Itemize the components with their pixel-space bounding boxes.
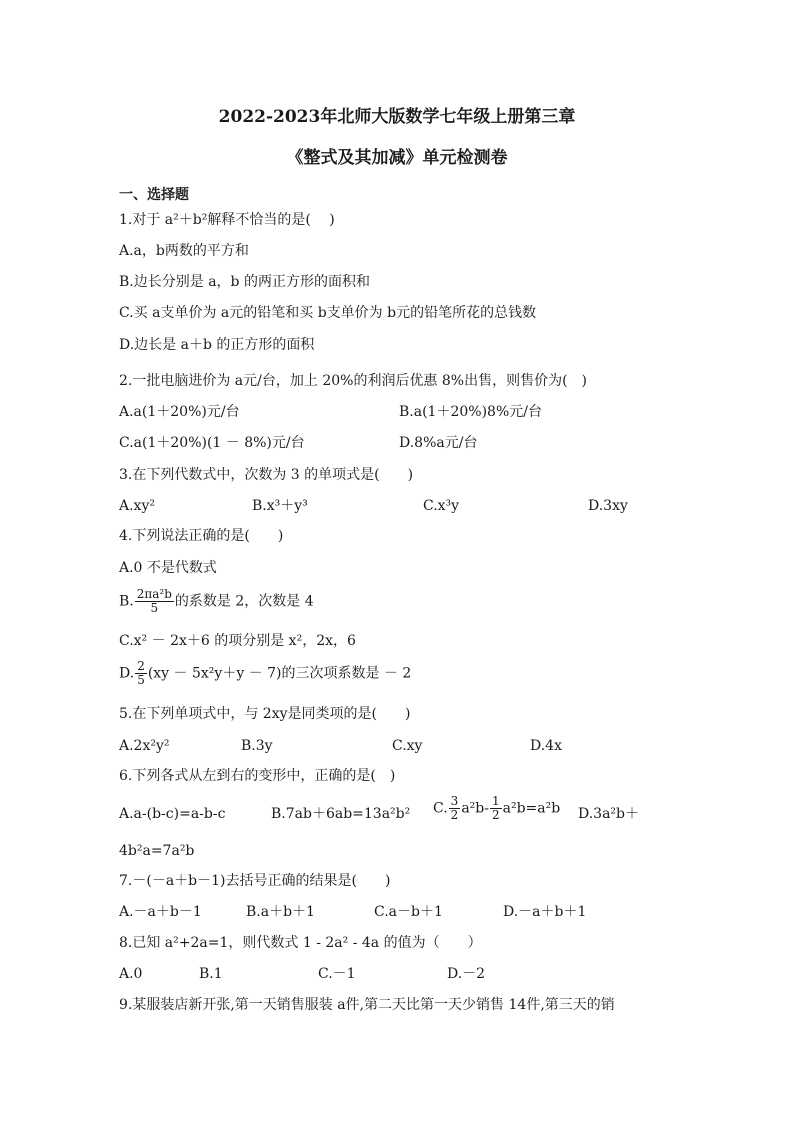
question-4-option-b bbox=[119, 588, 314, 615]
fraction-denominator: 2 bbox=[491, 808, 500, 822]
question-1-option-d: D.边长是 a＋b 的正方形的面积 bbox=[119, 337, 315, 353]
question-6-option-d: D.3a²b＋ bbox=[578, 806, 640, 822]
question-4-stem: 4.下列说法正确的是( ) bbox=[119, 528, 284, 544]
option-b-text: 的系数是 2，次数是 4 bbox=[174, 593, 314, 610]
fraction-numerator: 2πa²b bbox=[136, 587, 172, 601]
option-c-text: a²b=a²b bbox=[502, 800, 561, 817]
question-8-stem: 8.已知 a²+2a=1，则代数式 1 - 2a² - 4a 的值为（ ） bbox=[119, 935, 482, 951]
question-9-stem: 9.某服装店新开张,第一天销售服装 a件,第二天比第一天少销售 14件,第三天的销 bbox=[119, 997, 615, 1013]
question-8-option-b: B.1 bbox=[199, 966, 223, 982]
question-1-option-c: C.买 a支单价为 a元的铅笔和买 b支单价为 b元的铅笔所花的总钱数 bbox=[119, 305, 537, 321]
question-3-stem: 3.在下列代数式中，次数为 3 的单项式是( ) bbox=[119, 467, 414, 483]
question-6-option-c bbox=[433, 795, 560, 822]
option-b-label: B. bbox=[119, 593, 134, 610]
fraction-denominator: 5 bbox=[150, 601, 159, 615]
question-7-option-d: D.－a＋b＋1 bbox=[503, 904, 587, 920]
title-line-2: 《整式及其加减》单元检测卷 bbox=[286, 148, 508, 168]
question-5-option-c: C.xy bbox=[392, 738, 423, 754]
question-7-stem: 7.－(－a＋b－1)去括号正确的结果是( ) bbox=[119, 873, 391, 889]
question-6-option-b: B.7ab＋6ab=13a²b² bbox=[271, 806, 411, 822]
option-c-label: C. bbox=[433, 800, 448, 817]
fraction-numerator: 1 bbox=[491, 794, 500, 808]
question-2-option-d: D.8%a元/台 bbox=[399, 435, 478, 451]
fraction-numerator: 3 bbox=[450, 794, 459, 808]
question-5-stem: 5.在下列单项式中，与 2xy是同类项的是( ) bbox=[119, 706, 411, 722]
option-d-text: (xy － 5x²y＋y － 7)的三次项系数是 － 2 bbox=[147, 665, 412, 682]
fraction bbox=[135, 588, 174, 615]
question-8-option-a: A.0 bbox=[119, 966, 143, 982]
question-4-option-d bbox=[119, 660, 411, 687]
question-7-option-c: C.a－b＋1 bbox=[374, 904, 443, 920]
question-7-option-a: A.－a＋b－1 bbox=[119, 904, 202, 920]
question-5-option-b: B.3y bbox=[241, 738, 273, 754]
question-4-option-a: A.0 不是代数式 bbox=[119, 560, 217, 576]
question-3-option-b: B.x³＋y³ bbox=[252, 498, 308, 514]
question-5-option-a: A.2x²y² bbox=[119, 738, 170, 754]
question-3-option-a: A.xy² bbox=[119, 498, 155, 514]
fraction-denominator: 2 bbox=[450, 808, 459, 822]
option-d-label: D. bbox=[119, 665, 135, 682]
question-2-stem: 2.一批电脑进价为 a元/台，加上 20%的利润后优惠 8%出售，则售价为( ) bbox=[119, 373, 588, 389]
question-1-option-b: B.边长分别是 a，b 的两正方形的面积和 bbox=[119, 274, 370, 290]
fraction bbox=[135, 660, 147, 687]
question-6-option-d-continued: 4b²a=7a²b bbox=[119, 843, 195, 859]
section-heading: 一、选择题 bbox=[119, 187, 189, 203]
question-8-option-d: D.－2 bbox=[447, 966, 486, 982]
question-5-option-d: D.4x bbox=[530, 738, 562, 754]
fraction-numerator: 2 bbox=[137, 659, 145, 673]
question-8-option-c: C.－1 bbox=[318, 966, 356, 982]
fraction bbox=[449, 795, 461, 822]
question-7-option-b: B.a＋b＋1 bbox=[246, 904, 315, 920]
fraction-denominator: 5 bbox=[137, 673, 145, 687]
title-line-1: 2022-2023年北师大版数学七年级上册第三章 bbox=[218, 107, 576, 127]
option-c-middle: a²b- bbox=[461, 800, 489, 817]
question-2-option-a: A.a(1＋20%)元/台 bbox=[119, 404, 240, 420]
question-3-option-d: D.3xy bbox=[588, 498, 628, 514]
question-6-stem: 6.下列各式从左到右的变形中，正确的是( ) bbox=[119, 768, 396, 784]
question-3-option-c: C.x³y bbox=[423, 498, 460, 514]
question-1-option-a: A.a，b两数的平方和 bbox=[119, 243, 249, 259]
question-2-option-c: C.a(1＋20%)(1 － 8%)元/台 bbox=[119, 435, 305, 451]
fraction bbox=[490, 795, 502, 822]
question-1-stem: 1.对于 a²＋b²解释不恰当的是( ) bbox=[119, 212, 335, 228]
question-2-option-b: B.a(1＋20%)8%元/台 bbox=[399, 404, 542, 420]
question-4-option-c: C.x² － 2x＋6 的项分别是 x²，2x，6 bbox=[119, 633, 356, 649]
question-6-option-a: A.a-(b-c)=a-b-c bbox=[119, 806, 226, 822]
